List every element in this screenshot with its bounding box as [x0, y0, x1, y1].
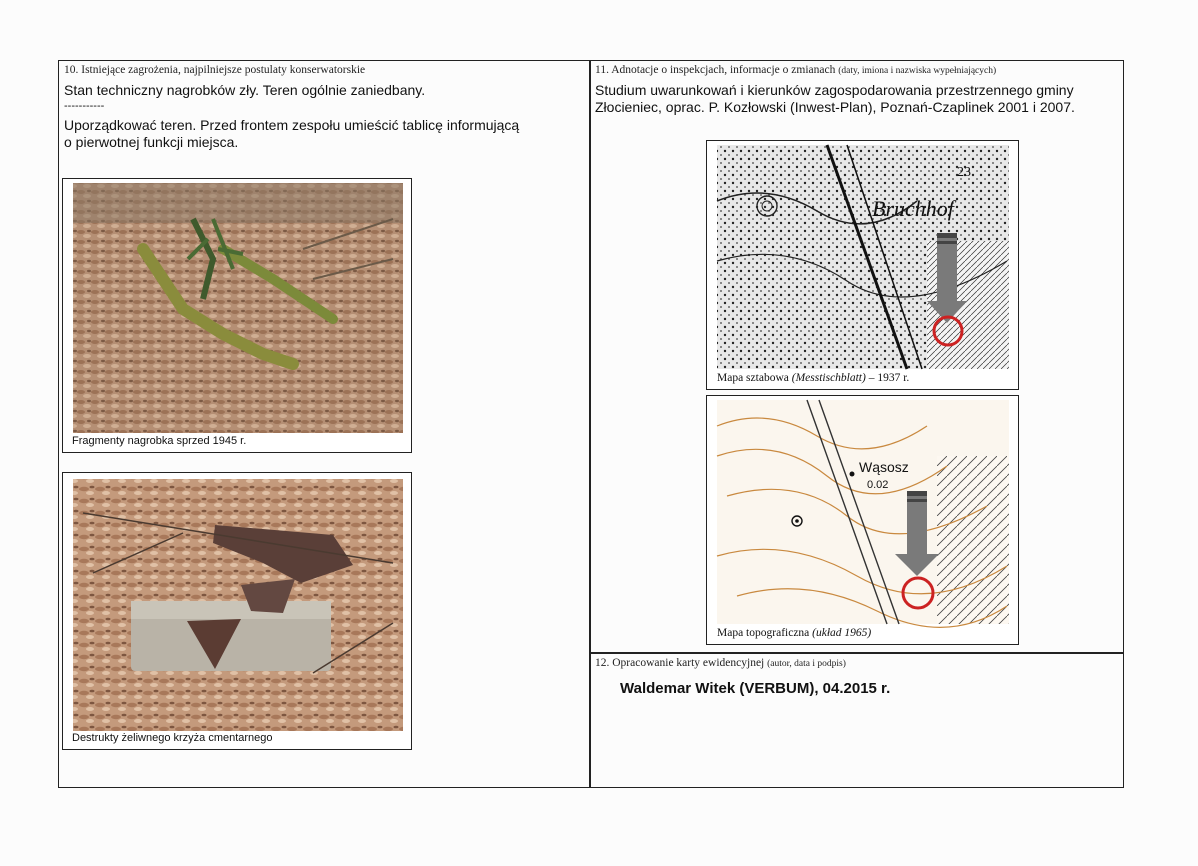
- map2-frame: [706, 395, 1019, 645]
- photo2-iron-cross-debris: [63, 473, 411, 749]
- section11-heading: [595, 64, 996, 76]
- map2-place-label: Wąsosz: [859, 459, 909, 475]
- section11-line1: Studium uwarunkowań i kierunków zagospodarowania przestrzennego gminy: [595, 82, 1074, 98]
- section11-line2: Złocieniec, oprac. P. Kozłowski (Inwest-Plan), Poznań-Czaplinek 2001 i 2007.: [595, 99, 1075, 115]
- map2-topographic-map: [707, 396, 1018, 644]
- map1-caption-italic: (Messtischblatt): [791, 372, 866, 384]
- map2-caption-italic: (układ 1965): [812, 627, 872, 639]
- section12-heading-main: 12. Opracowanie karty ewidencyjnej: [595, 657, 765, 669]
- column-divider: [589, 60, 591, 788]
- section10-line3: o pierwotnej funkcji miejsca.: [64, 134, 239, 150]
- section12-heading: [595, 657, 846, 669]
- section10-line2: Uporządkować teren. Przed frontem zespołu umieścić tablicę informującą: [64, 117, 520, 133]
- photo1-caption: Fragmenty nagrobka sprzed 1945 r.: [72, 435, 247, 447]
- photo2-caption: Destrukty żeliwnego krzyża cmentarnego: [72, 732, 273, 744]
- section10-line1: Stan techniczny nagrobków zły. Teren ogólnie zaniedbany.: [64, 82, 426, 98]
- map2-caption-prefix: Mapa topograficzna: [717, 627, 813, 639]
- photo2-frame: [62, 472, 412, 750]
- map1-staff-map: [707, 141, 1018, 389]
- map2-caption: [717, 627, 871, 639]
- map2-number-label: 0.02: [867, 479, 889, 491]
- map1-caption-suffix: – 1937 r.: [865, 372, 910, 384]
- section12-heading-note: (autor, data i podpis): [767, 659, 846, 669]
- map1-place-label: Bruchhof: [872, 196, 954, 221]
- section11-heading-main: 11. Adnotacje o inspekcjach, informacje o zmianach: [595, 64, 836, 76]
- section10-heading: 10. Istniejące zagrożenia, najpilniejsze postulaty konserwatorskie: [64, 64, 366, 76]
- photo1-tombstone-fragments: [63, 179, 411, 452]
- section10-separator: -----------: [64, 100, 105, 112]
- map1-sheet-code: 23: [957, 165, 971, 180]
- map1-caption-prefix: Mapa sztabowa: [717, 372, 792, 384]
- section11-heading-note: (daty, imiona i nazwiska wypełniających): [838, 66, 997, 76]
- section12-author: Waldemar Witek (VERBUM), 04.2015 r.: [620, 680, 891, 697]
- map1-frame: [706, 140, 1019, 390]
- section-divider: [589, 652, 1124, 654]
- photo1-frame: [62, 178, 412, 453]
- map1-caption: [717, 372, 909, 384]
